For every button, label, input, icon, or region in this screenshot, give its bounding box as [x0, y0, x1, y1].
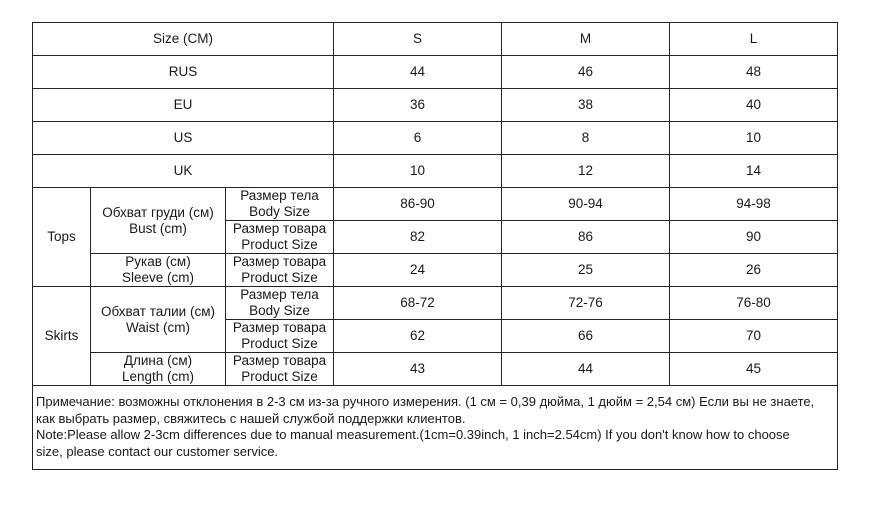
skirts-length-row [33, 353, 838, 386]
table-cell: 6 [334, 122, 502, 155]
body-size-label-ru: Размер тела [240, 287, 319, 302]
table-cell: 94-98 [670, 188, 838, 221]
conversion-row-rus [33, 56, 838, 89]
table-cell: 62 [334, 320, 502, 353]
product-size-label-ru: Размер товара [232, 221, 327, 236]
table-cell: 44 [502, 353, 670, 386]
table-cell: 14 [670, 155, 838, 188]
table-cell: 86-90 [334, 188, 502, 221]
header-size-l: L [670, 23, 838, 56]
table-cell: 82 [334, 221, 502, 254]
note-en-line-1: Note:Please allow 2-3cm differences due to manual measurement.(1cm=0.39inch, 1 inch=2.54cm) If you don't know how to choose [36, 427, 790, 442]
measurement-note [33, 386, 838, 470]
bust-label [91, 188, 226, 254]
body-size-label-en: Body Size [249, 303, 310, 318]
product-size-label [226, 221, 334, 254]
skirts-waist-body-row [33, 287, 838, 320]
conversion-label: UK [33, 155, 334, 188]
sleeve-label-en: Sleeve (cm) [121, 270, 194, 285]
table-cell: 43 [334, 353, 502, 386]
note-en-line-2: size, please contact our customer service. [36, 443, 279, 459]
product-size-label-ru: Размер товара [232, 254, 327, 269]
size-chart-table [32, 22, 838, 470]
length-label [91, 353, 226, 386]
sleeve-label-ru: Рукав (см) [125, 254, 191, 269]
conversion-label: EU [33, 89, 334, 122]
note-row [33, 386, 838, 470]
conversion-row-uk [33, 155, 838, 188]
body-size-label [226, 188, 334, 221]
table-cell: 25 [502, 254, 670, 287]
note-ru-line-2: как выбрать размер, свяжитесь с нашей службой поддержки клиентов. [36, 410, 466, 426]
conversion-row-eu [33, 89, 838, 122]
table-cell: 44 [334, 56, 502, 89]
tops-sleeve-row [33, 254, 838, 287]
table-cell: 70 [670, 320, 838, 353]
header-row [33, 23, 838, 56]
product-size-label-en: Product Size [241, 237, 318, 252]
tops-label: Tops [33, 188, 91, 287]
table-cell: 38 [502, 89, 670, 122]
product-size-label [226, 320, 334, 353]
table-cell: 90 [670, 221, 838, 254]
product-size-label-en: Product Size [241, 336, 318, 351]
length-label-en: Length (cm) [121, 369, 195, 384]
length-label-ru: Длина (см) [123, 353, 193, 368]
table-cell: 76-80 [670, 287, 838, 320]
conversion-label: US [33, 122, 334, 155]
header-size-label: Size (CM) [33, 23, 334, 56]
product-size-label-en: Product Size [241, 369, 318, 384]
header-size-m: M [502, 23, 670, 56]
table-cell: 40 [670, 89, 838, 122]
conversion-row-us [33, 122, 838, 155]
tops-bust-body-row [33, 188, 838, 221]
product-size-label [226, 353, 334, 386]
table-cell: 68-72 [334, 287, 502, 320]
table-cell: 10 [334, 155, 502, 188]
table-cell: 72-76 [502, 287, 670, 320]
table-cell: 90-94 [502, 188, 670, 221]
table-cell: 24 [334, 254, 502, 287]
product-size-label [226, 254, 334, 287]
body-size-label-en: Body Size [249, 204, 310, 219]
table-cell: 12 [502, 155, 670, 188]
product-size-label-ru: Размер товара [232, 353, 327, 368]
product-size-label-ru: Размер товара [232, 320, 327, 335]
bust-label-ru: Обхват груди (см) [102, 204, 214, 220]
waist-label-ru: Обхват талии (см) [101, 303, 215, 319]
table-cell: 46 [502, 56, 670, 89]
table-cell: 36 [334, 89, 502, 122]
table-cell: 48 [670, 56, 838, 89]
skirts-label: Skirts [33, 287, 91, 386]
body-size-label [226, 287, 334, 320]
table-cell: 26 [670, 254, 838, 287]
bust-label-en: Bust (cm) [129, 220, 187, 236]
sleeve-label [91, 254, 226, 287]
table-cell: 8 [502, 122, 670, 155]
table-cell: 45 [670, 353, 838, 386]
note-ru-line-1: Примечание: возможны отклонения в 2-3 см из-за ручного измерения. (1 см = 0,39 дюйма, 1 дюйм = 2,54 см) Если вы не знаете, [36, 394, 815, 409]
table-cell: 66 [502, 320, 670, 353]
conversion-label: RUS [33, 56, 334, 89]
product-size-label-en: Product Size [241, 270, 318, 285]
body-size-label-ru: Размер тела [240, 188, 319, 203]
header-size-s: S [334, 23, 502, 56]
waist-label-en: Waist (cm) [126, 319, 190, 335]
waist-label [91, 287, 226, 353]
table-cell: 86 [502, 221, 670, 254]
table-cell: 10 [670, 122, 838, 155]
